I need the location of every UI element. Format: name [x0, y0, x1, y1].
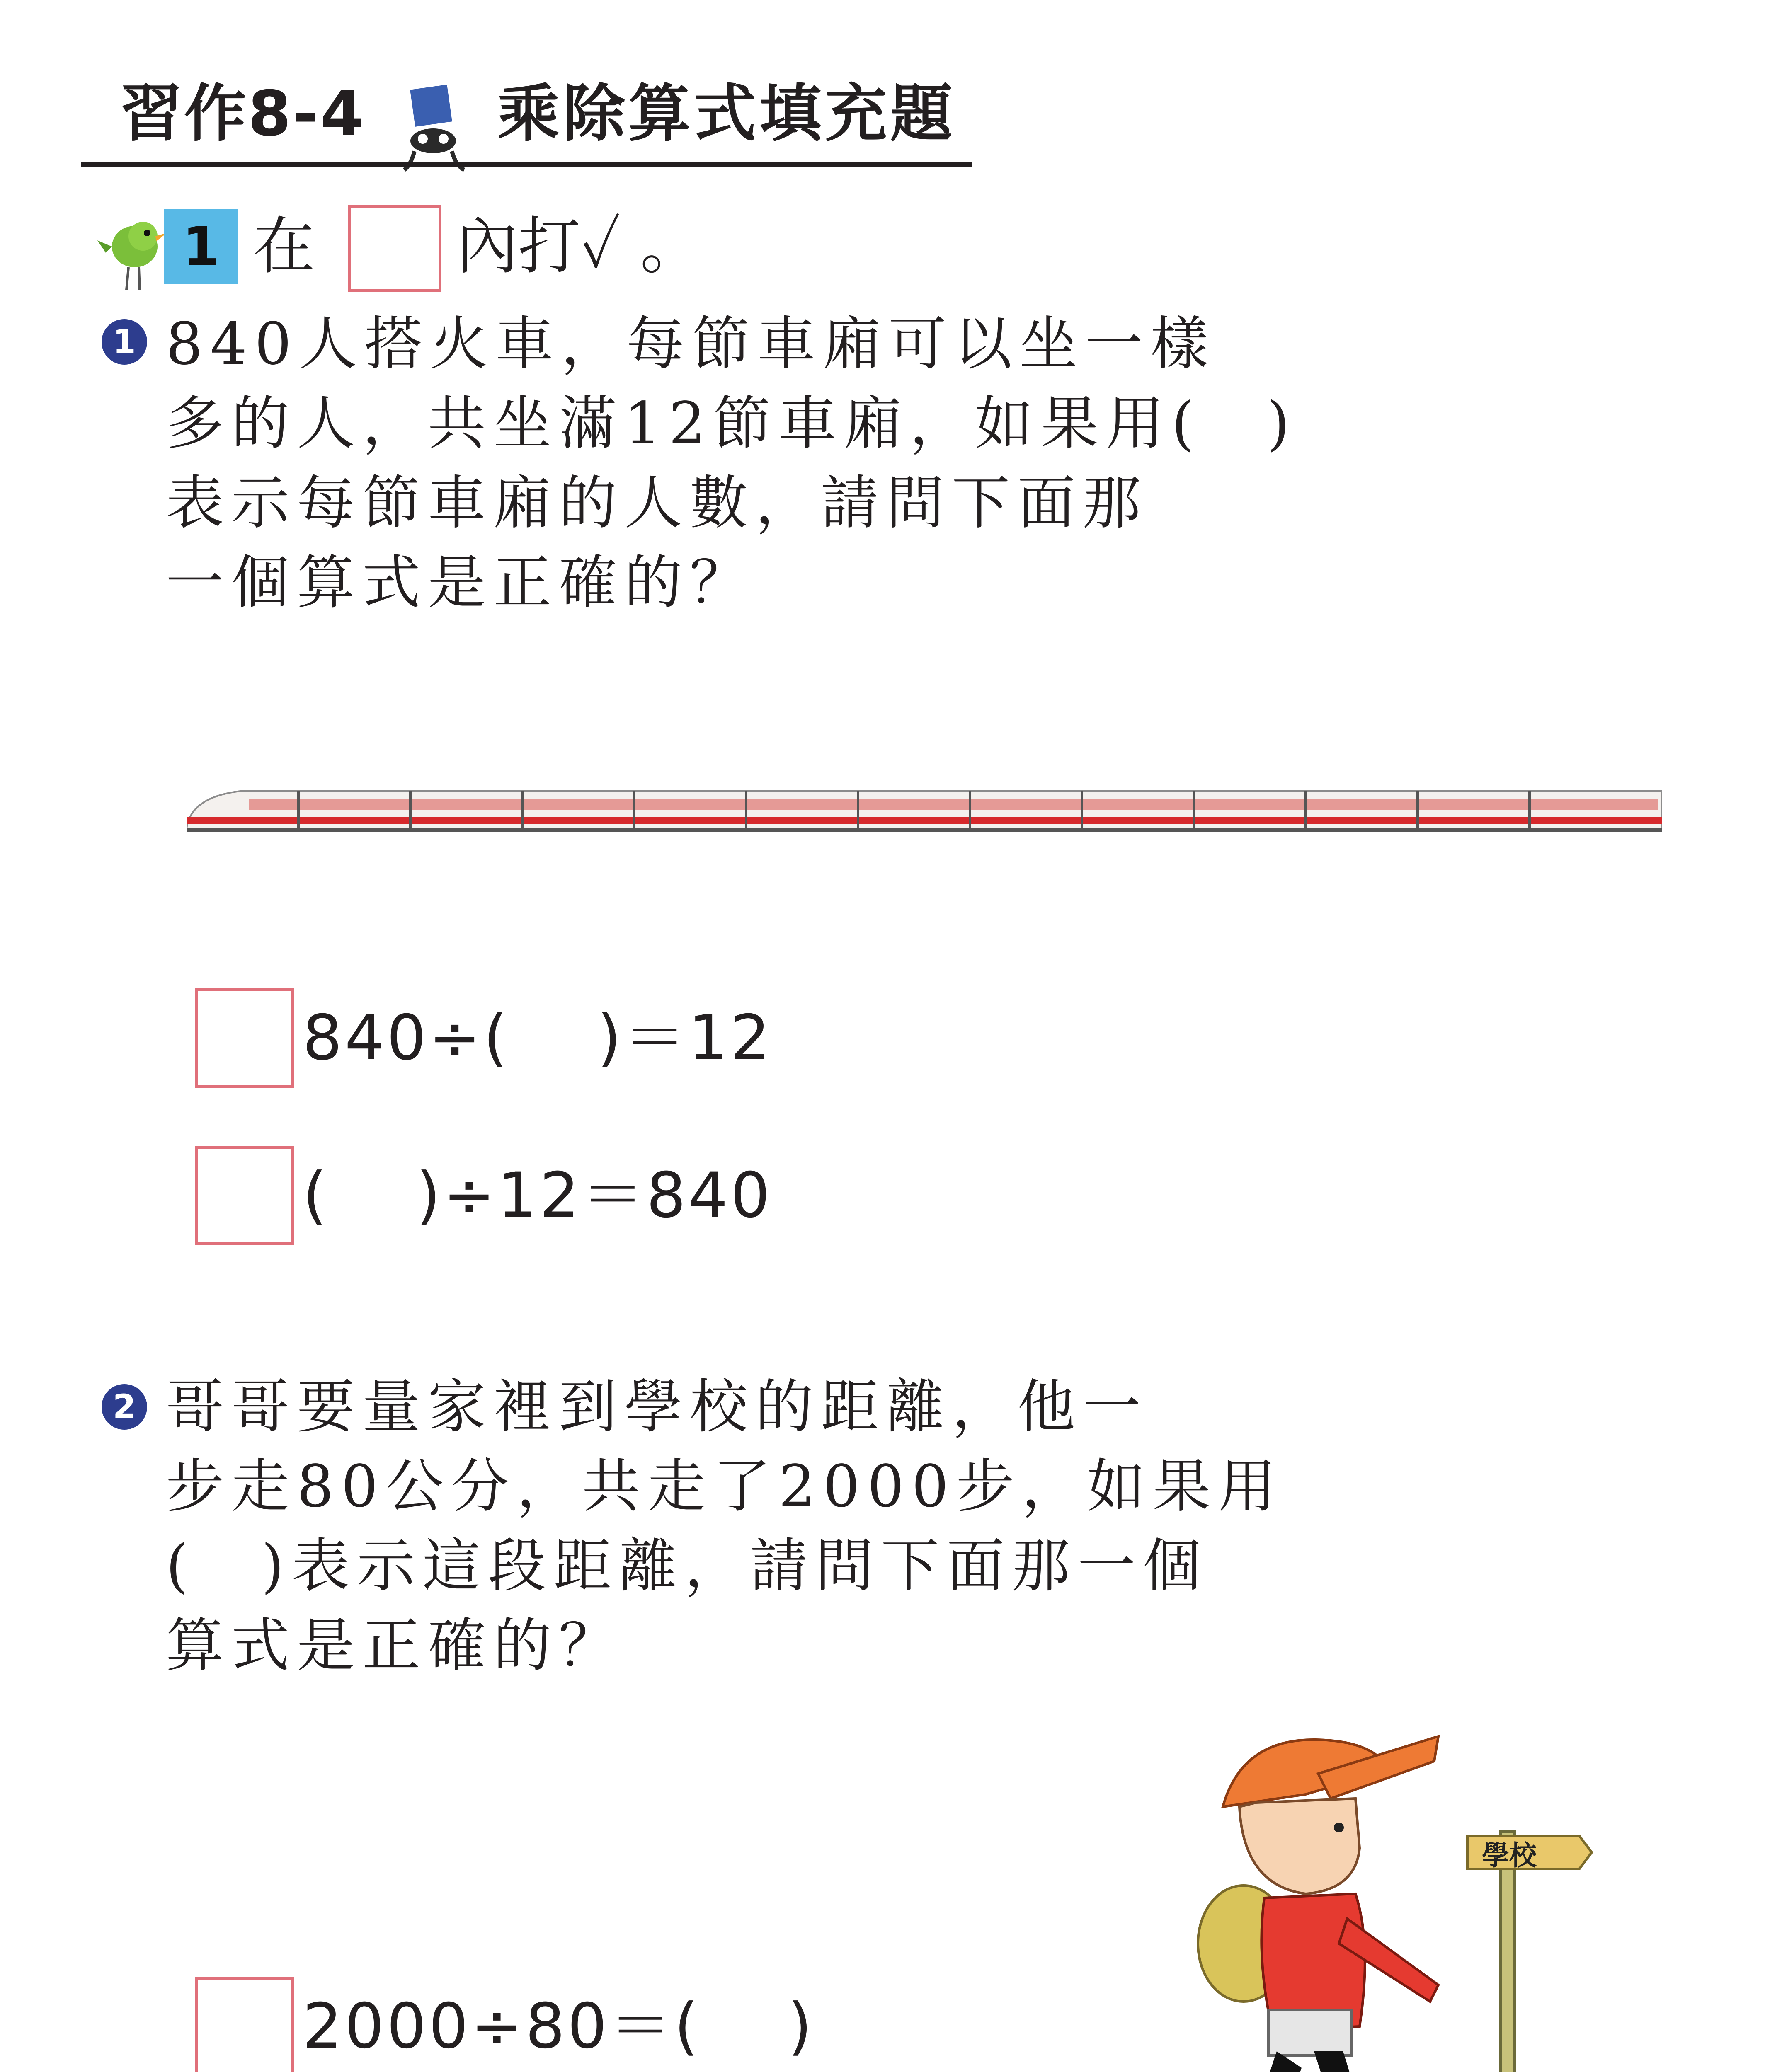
question-2-line: 步走80公分，共走了2000步，如果用 [166, 1453, 1284, 1520]
question-2-line: ( )表示這段距離，請問下面那一個 [166, 1532, 1209, 1600]
q1-option-1-checkbox[interactable] [195, 988, 294, 1088]
question-1-line: 一個算式是正確的？ [166, 549, 756, 617]
instruction-sample-box [348, 205, 441, 292]
question-2-text [166, 1368, 1675, 1686]
q1-option-2-checkbox[interactable] [195, 1146, 294, 1245]
worksheet-title: 習作8-4 [120, 78, 365, 150]
walking-boy-illustration [1181, 1711, 1617, 2072]
q2-option-1-checkbox[interactable] [195, 1977, 294, 2072]
question-1-text [166, 305, 1675, 623]
question-number-1: 1 [102, 319, 147, 365]
q2-option-1-equation: 2000÷80＝( ) [303, 1990, 815, 2062]
school-sign-label: 學校 [1482, 1840, 1537, 1871]
instruction-text-after: 內打✓ 。 [456, 211, 703, 283]
instruction-text-before: 在 [253, 211, 315, 283]
worksheet-subtitle: 乘除算式填充題 [497, 78, 956, 150]
q1-option-1-equation: 840÷( )＝12 [303, 1002, 773, 1074]
question-1-line: 表示每節車廂的人數，請問下面那 [166, 470, 1149, 537]
question-number-2: 2 [102, 1384, 147, 1430]
q1-option-2-equation: ( )÷12＝840 [303, 1159, 773, 1232]
train-illustration [187, 779, 1662, 841]
question-2-line: 算式是正確的？ [166, 1612, 625, 1680]
bug-icon [398, 79, 468, 174]
question-1-line: 840人搭火車，每節車廂可以坐一樣 [166, 310, 1216, 378]
bird-icon [93, 207, 168, 294]
question-1-line: 多的人，共坐滿12節車廂，如果用( ) [166, 390, 1297, 457]
header-divider [81, 162, 972, 167]
exercise-number-badge: 1 [164, 209, 238, 284]
question-2-line: 哥哥要量家裡到學校的距離，他一 [166, 1373, 1149, 1441]
